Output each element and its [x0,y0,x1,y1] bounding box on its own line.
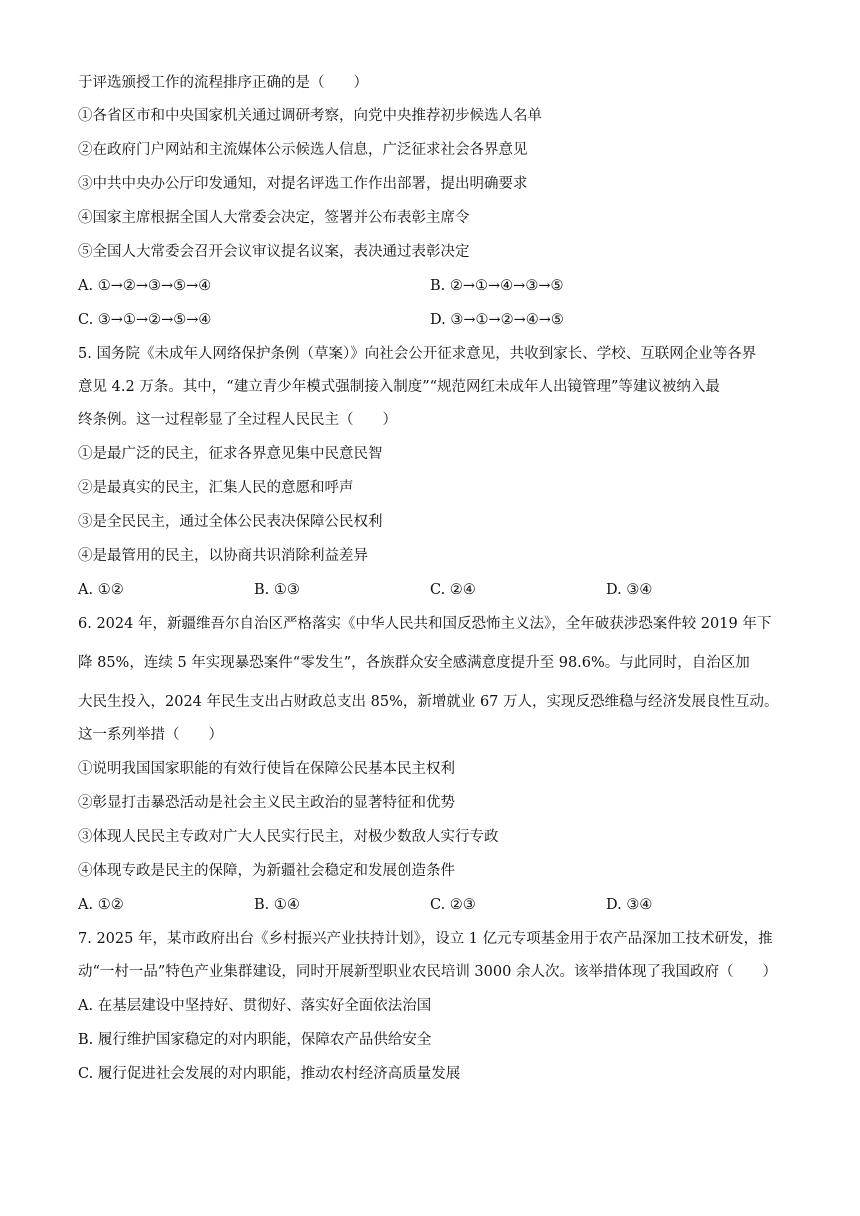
q6-item-2: ②彰显打击暴恐活动是社会主义民主政治的显著特征和优势 [78,795,455,811]
q4-option-d: D. ③→①→②→④→⑤ [430,312,564,328]
q6-option-c: C. ②③ [430,897,476,913]
q7-option-b: B. 履行维护国家稳定的对内职能，保障农产品供给安全 [78,1032,432,1048]
q5-option-d: D. ③④ [606,582,653,598]
q4-option-b: B. ②→①→④→③→⑤ [430,278,564,294]
q4-item-5: ⑤全国人大常委会召开会议审议提名议案，表决通过表彰决定 [78,244,470,260]
q6-stem-line-1: 6. 2024 年，新疆维吾尔自治区严格落实《中华人民共和国反恐怖主义法》，全年破获涉恐案件较 2019 年下 [78,616,772,632]
q6-stem-line-2: 降 85%，连续 5 年实现暴恐案件“零发生”，各族群众安全感满意度提升至 98.6%。与此同时，自治区加 [78,655,750,671]
q4-option-c: C. ③→①→②→⑤→④ [78,312,212,328]
q6-stem-line-3: 大民生投入，2024 年民生支出占财政总支出 85%，新增就业 67 万人，实现反恐维稳与经济发展良性互动。 [78,694,779,710]
q4-stem-tail: 于评选颁授工作的流程排序正确的是（ ） [78,75,368,91]
q5-stem-line-1: 5. 国务院《未成年人网络保护条例（草案）》向社会公开征求意见，共收到家长、学校、互联网企业等各界 [78,346,757,362]
q5-item-2: ②是最真实的民主，汇集人民的意愿和呼声 [78,480,354,496]
q5-option-c: C. ②④ [430,582,476,598]
q7-stem-line-2: 动“一村一品”特色产业集群建设，同时开展新型职业农民培训 3000 余人次。该举措体现了我国政府（ ） [78,964,777,980]
q6-option-b: B. ①④ [254,897,300,913]
q6-item-4: ④体现专政是民主的保障，为新疆社会稳定和发展创造条件 [78,863,455,879]
q7-option-a: A. 在基层建设中坚持好、贯彻好、落实好全面依法治国 [78,998,432,1014]
q5-stem-line-2: 意见 4.2 万条。其中，“建立青少年模式强制接入制度”“规范网红未成年人出镜管理”等建议被纳入最 [78,379,720,395]
q4-option-a: A. ①→②→③→⑤→④ [78,278,212,294]
q4-item-2: ②在政府门户网站和主流媒体公示候选人信息，广泛征求社会各界意见 [78,142,528,158]
q6-item-3: ③体现人民民主专政对广大人民实行民主，对极少数敌人实行专政 [78,829,499,845]
q5-option-a: A. ①② [78,582,124,598]
q6-stem-line-4: 这一系列举措（ ） [78,727,223,743]
q6-option-d: D. ③④ [606,897,653,913]
q5-item-4: ④是最管用的民主，以协商共识消除利益差异 [78,548,368,564]
q4-item-3: ③中共中央办公厅印发通知，对提名评选工作作出部署，提出明确要求 [78,176,528,192]
q7-stem-line-1: 7. 2025 年，某市政府出台《乡村振兴产业扶持计划》，设立 1 亿元专项基金用于农产品深加工技术研发，推 [78,931,773,947]
q5-item-3: ③是全民民主，通过全体公民表决保障公民权利 [78,514,383,530]
q5-stem-line-3: 终条例。这一过程彰显了全过程人民民主（ ） [78,412,397,428]
q7-option-c: C. 履行促进社会发展的对内职能，推动农村经济高质量发展 [78,1066,461,1082]
q5-item-1: ①是最广泛的民主，征求各界意见集中民意民智 [78,446,383,462]
q4-item-4: ④国家主席根据全国人大常委会决定，签署并公布表彰主席令 [78,210,470,226]
q5-option-b: B. ①③ [254,582,300,598]
q6-item-1: ①说明我国国家职能的有效行使旨在保障公民基本民主权利 [78,761,455,777]
q6-option-a: A. ①② [78,897,124,913]
q4-item-1: ①各省区市和中央国家机关通过调研考察，向党中央推荐初步候选人名单 [78,108,542,124]
